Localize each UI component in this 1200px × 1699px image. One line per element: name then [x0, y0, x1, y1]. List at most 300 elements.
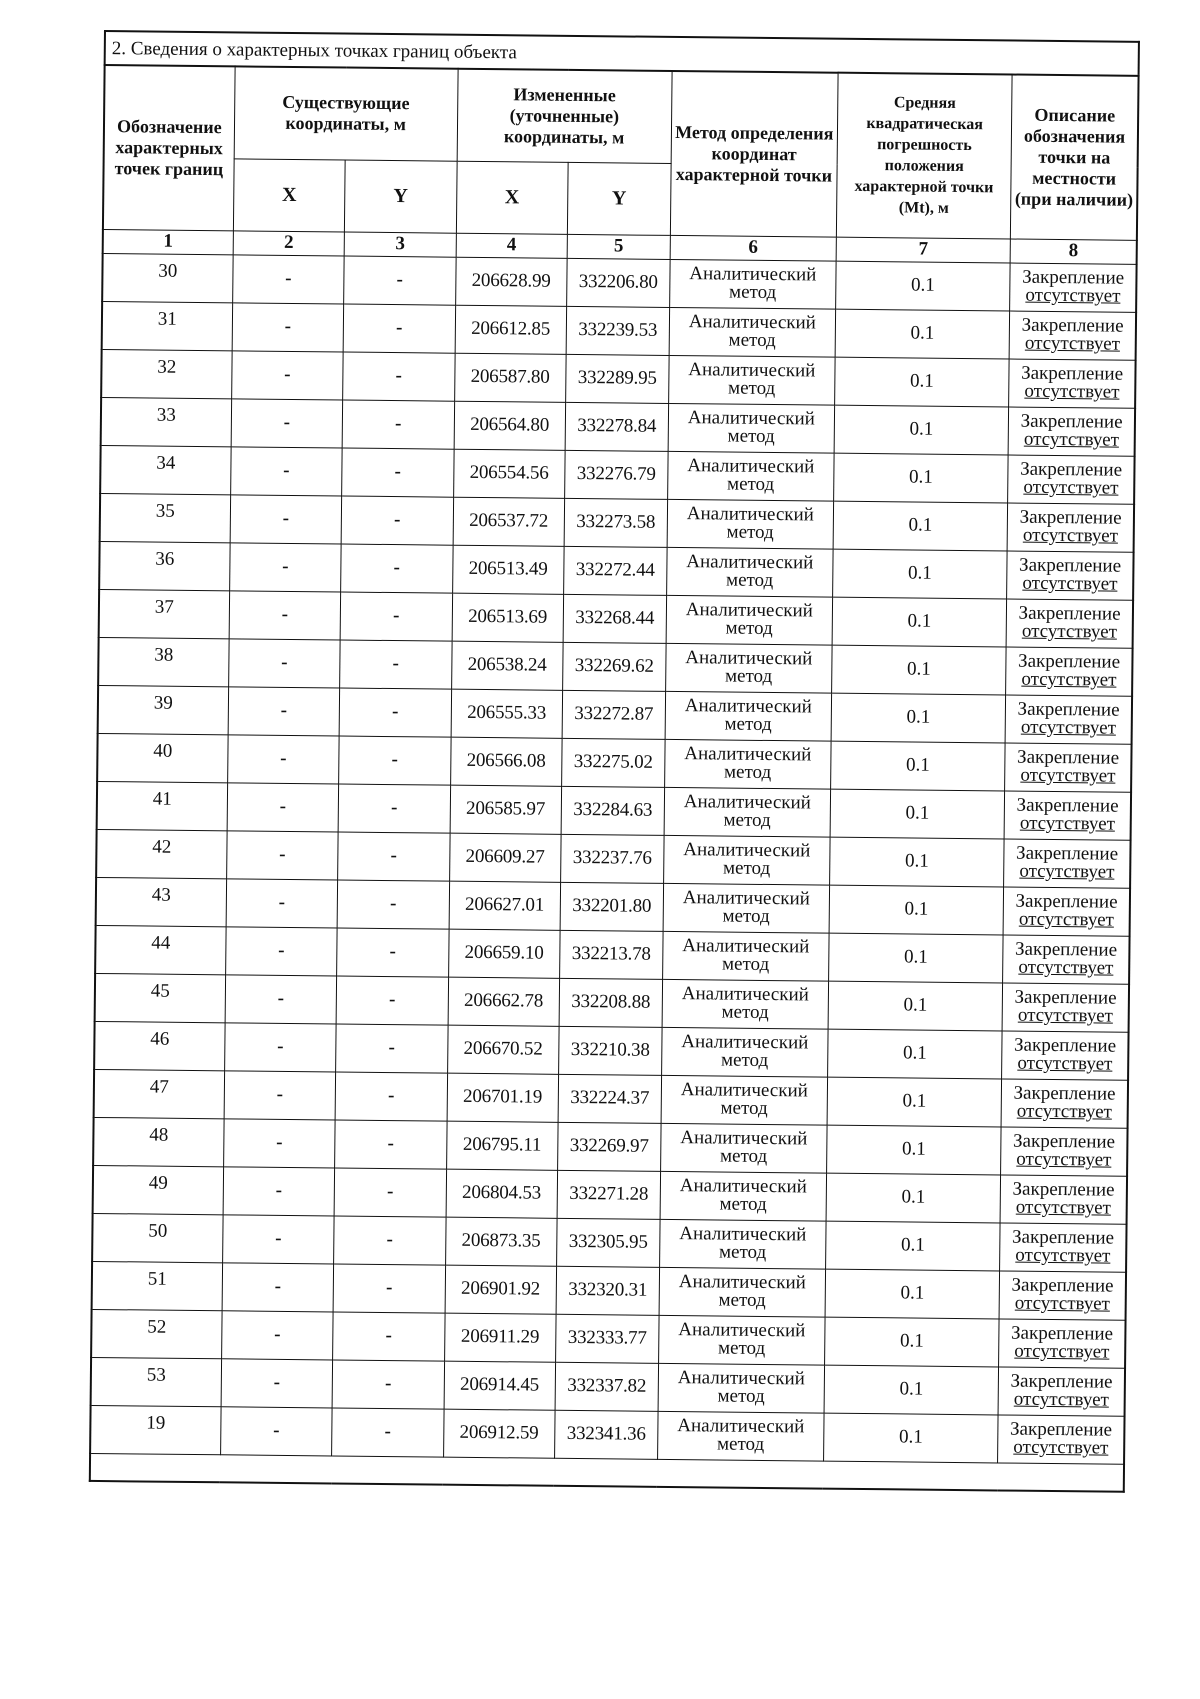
- existing-y: -: [341, 496, 453, 545]
- method-cell: [660, 1123, 827, 1173]
- point-id: 30: [102, 253, 233, 302]
- description-line-1: Закрепление: [1009, 1418, 1113, 1441]
- existing-x: -: [226, 878, 338, 927]
- point-id: 49: [93, 1165, 224, 1214]
- description-cell: [1003, 886, 1130, 935]
- changed-x: 206566.08: [450, 737, 562, 786]
- description-line-2: отсутствует: [1025, 284, 1121, 307]
- description-line-1: Закрепление: [1011, 1226, 1115, 1249]
- mean-error: 0.1: [831, 693, 1006, 743]
- mean-error: 0.1: [825, 1221, 1000, 1271]
- mean-error: 0.1: [827, 1029, 1002, 1079]
- mean-error: 0.1: [826, 1173, 1001, 1223]
- header-changed-y: Y: [567, 162, 671, 235]
- changed-x: 206513.49: [452, 545, 564, 594]
- changed-x: 206587.80: [454, 353, 566, 402]
- description-cell: [1010, 263, 1137, 312]
- existing-x: -: [228, 686, 340, 735]
- description-line-2: отсутствует: [1024, 332, 1121, 355]
- method-line-2: метод: [725, 569, 774, 592]
- description-line-1: Закрепление: [1017, 698, 1120, 721]
- existing-y: -: [338, 831, 450, 880]
- header-existing-y: Y: [345, 160, 457, 233]
- method-line-2: метод: [725, 617, 773, 640]
- point-id: 46: [94, 1021, 225, 1070]
- existing-y: -: [340, 592, 452, 641]
- method-line-2: метод: [722, 857, 771, 880]
- description-line-2: отсутствует: [1015, 1244, 1111, 1267]
- description-line-2: отсутствует: [1023, 428, 1120, 451]
- description-line-2: отсутствует: [1021, 620, 1118, 643]
- description-line-1: Закрепление: [1012, 1130, 1116, 1153]
- existing-x: -: [225, 974, 337, 1023]
- changed-y: 332341.36: [554, 1410, 657, 1459]
- method-cell: [659, 1219, 826, 1269]
- method-line-1: Аналитический: [677, 1415, 805, 1438]
- method-line-1: Аналитический: [688, 359, 816, 382]
- description-line-2: отсутствует: [1024, 380, 1120, 403]
- changed-x: 206628.99: [455, 257, 567, 306]
- description-cell: [1007, 550, 1134, 599]
- method-line-1: Аналитический: [679, 1223, 807, 1246]
- description-line-1: Закрепление: [1016, 746, 1120, 769]
- existing-y: -: [337, 927, 449, 976]
- existing-y: -: [335, 1071, 447, 1120]
- mean-error: 0.1: [830, 789, 1005, 839]
- description-line-1: Закрепление: [1018, 650, 1121, 673]
- existing-y: -: [338, 784, 450, 833]
- description-line-2: отсутствует: [1020, 764, 1116, 787]
- column-number: 2: [233, 230, 345, 255]
- changed-y: 332210.38: [559, 1026, 662, 1075]
- description-line-2: отсутствует: [1020, 716, 1117, 739]
- mean-error: 0.1: [828, 981, 1003, 1031]
- description-line-2: отсутствует: [1022, 524, 1119, 547]
- changed-y: 332239.53: [566, 306, 669, 355]
- method-cell: [666, 643, 833, 693]
- changed-y: 332320.31: [556, 1266, 659, 1315]
- description-cell: [1009, 311, 1136, 360]
- existing-y: -: [341, 544, 453, 593]
- existing-x: -: [220, 1406, 332, 1455]
- description-cell: [999, 1270, 1126, 1319]
- description-line-1: Закрепление: [1012, 1178, 1115, 1201]
- method-cell: [659, 1267, 826, 1317]
- method-line-2: метод: [726, 473, 775, 496]
- existing-y: -: [336, 1023, 448, 1072]
- point-id: 35: [100, 493, 231, 542]
- changed-y: 332337.82: [555, 1362, 658, 1411]
- column-number: 4: [456, 233, 568, 258]
- existing-y: -: [333, 1311, 445, 1360]
- description-line-2: отсутствует: [1018, 908, 1115, 931]
- column-number: 1: [103, 229, 234, 254]
- description-cell: [1001, 1078, 1128, 1127]
- mean-error: 0.1: [831, 741, 1006, 791]
- header-existing-coords: Существующие координаты, м: [234, 66, 458, 160]
- existing-y: -: [343, 352, 455, 401]
- point-id: 51: [92, 1261, 223, 1310]
- method-cell: [666, 595, 833, 645]
- method-line-1: Аналитический: [677, 1367, 805, 1390]
- points-table: [89, 64, 1140, 1493]
- header-mean-error: Средняя квадратическая погрешность положения характерной точки (Mt), м: [836, 73, 1012, 239]
- description-line-1: Закрепление: [1022, 266, 1125, 289]
- mean-error: 0.1: [834, 405, 1009, 455]
- existing-x: -: [227, 782, 339, 831]
- changed-x: 206701.19: [447, 1073, 559, 1122]
- existing-x: -: [231, 350, 343, 399]
- existing-x: -: [222, 1262, 334, 1311]
- existing-x: -: [223, 1166, 335, 1215]
- changed-x: 206513.69: [452, 593, 564, 642]
- existing-x: -: [222, 1214, 334, 1263]
- description-line-1: Закрепление: [1020, 410, 1123, 433]
- method-cell: [664, 739, 831, 789]
- method-cell: [667, 499, 834, 549]
- existing-y: -: [333, 1263, 445, 1312]
- method-line-2: метод: [728, 329, 776, 352]
- changed-y: 332213.78: [560, 930, 663, 979]
- mean-error: 0.1: [836, 261, 1011, 311]
- method-cell: [660, 1171, 827, 1221]
- header-changed-coords: Измененные (уточненные) координаты, м: [457, 69, 672, 163]
- changed-x: 206585.97: [450, 785, 562, 834]
- changed-y: 332284.63: [561, 786, 664, 835]
- description-line-2: отсутствует: [1015, 1196, 1112, 1219]
- existing-y: -: [337, 879, 449, 928]
- method-cell: [668, 403, 835, 453]
- method-line-2: метод: [726, 521, 774, 544]
- method-line-2: метод: [729, 281, 777, 304]
- existing-y: -: [334, 1215, 446, 1264]
- existing-x: -: [227, 734, 339, 783]
- changed-y: 332275.02: [562, 738, 665, 787]
- changed-x: 206795.11: [446, 1121, 558, 1170]
- changed-y: 332208.88: [559, 978, 662, 1027]
- description-cell: [1008, 406, 1135, 455]
- method-cell: [658, 1363, 825, 1413]
- method-cell: [661, 1027, 828, 1077]
- existing-x: -: [221, 1310, 333, 1359]
- description-line-1: Закрепление: [1018, 602, 1121, 625]
- changed-y: 332273.58: [564, 498, 667, 547]
- method-line-1: Аналитический: [678, 1319, 806, 1342]
- existing-y: -: [342, 400, 454, 449]
- header-changed-x: X: [456, 161, 568, 234]
- existing-x: -: [224, 1022, 336, 1071]
- description-line-2: отсутствует: [1014, 1340, 1110, 1363]
- description-cell: [999, 1318, 1126, 1367]
- method-cell: [662, 979, 829, 1029]
- mean-error: 0.1: [835, 357, 1010, 407]
- description-cell: [1002, 982, 1129, 1031]
- method-line-2: метод: [718, 1241, 767, 1264]
- method-line-1: Аналитический: [680, 1079, 808, 1102]
- changed-y: 332206.80: [567, 258, 670, 307]
- description-line-2: отсутствует: [1014, 1292, 1111, 1315]
- existing-y: -: [332, 1407, 444, 1456]
- document-sheet: [89, 30, 1140, 1493]
- point-id: 38: [98, 637, 229, 686]
- method-cell: [669, 355, 836, 405]
- existing-y: -: [342, 448, 454, 497]
- existing-y: -: [334, 1167, 446, 1216]
- method-line-2: метод: [716, 1433, 765, 1455]
- description-cell: [1002, 1030, 1129, 1079]
- point-id: 31: [102, 301, 233, 350]
- existing-y: -: [332, 1359, 444, 1408]
- mean-error: 0.1: [824, 1317, 999, 1367]
- method-cell: [662, 931, 829, 981]
- description-line-2: отсутствует: [1013, 1436, 1109, 1459]
- method-cell: [667, 547, 834, 597]
- changed-x: 206564.80: [454, 401, 566, 450]
- description-cell: [998, 1366, 1125, 1415]
- description-cell: [1004, 838, 1131, 887]
- changed-x: 206901.92: [445, 1265, 557, 1314]
- method-cell: [665, 691, 832, 741]
- description-line-1: Закрепление: [1019, 506, 1122, 529]
- changed-x: 206804.53: [446, 1169, 558, 1218]
- method-line-2: метод: [723, 761, 772, 784]
- existing-x: -: [224, 1070, 336, 1119]
- method-line-1: Аналитический: [682, 887, 810, 910]
- method-line-1: Аналитический: [685, 599, 814, 622]
- method-line-1: Аналитический: [678, 1271, 806, 1294]
- method-line-1: Аналитический: [686, 551, 814, 574]
- existing-y: -: [344, 256, 456, 305]
- description-line-1: Закрепление: [1016, 794, 1119, 817]
- method-line-2: метод: [717, 1385, 765, 1407]
- mean-error: 0.1: [825, 1269, 1000, 1319]
- point-id: 33: [101, 397, 232, 446]
- column-number: 5: [567, 234, 670, 259]
- method-line-2: метод: [722, 905, 770, 928]
- description-cell: [1006, 646, 1133, 695]
- method-line-1: Аналитический: [685, 647, 813, 670]
- existing-y: -: [343, 304, 455, 353]
- existing-x: -: [223, 1118, 335, 1167]
- method-line-1: Аналитический: [683, 839, 811, 862]
- method-line-2: метод: [719, 1193, 767, 1216]
- header-existing-x: X: [233, 158, 345, 231]
- changed-x: 206873.35: [445, 1217, 557, 1266]
- header-method: Метод определения координат характерной точки: [670, 71, 838, 237]
- existing-y: -: [335, 1119, 447, 1168]
- description-line-1: Закрепление: [1020, 458, 1123, 481]
- changed-y: 332201.80: [560, 882, 663, 931]
- method-line-2: метод: [717, 1337, 766, 1359]
- point-id: 43: [96, 877, 227, 926]
- method-line-1: Аналитический: [680, 1127, 808, 1150]
- method-line-2: метод: [721, 953, 770, 976]
- description-cell: [1006, 598, 1133, 647]
- mean-error: 0.1: [827, 1077, 1002, 1127]
- existing-x: -: [225, 926, 337, 975]
- description-line-2: отсутствует: [1018, 956, 1114, 979]
- method-cell: [664, 787, 831, 837]
- description-line-1: Закрепление: [1021, 362, 1124, 385]
- description-cell: [1004, 790, 1131, 839]
- description-line-1: Закрепление: [1015, 842, 1119, 865]
- description-line-2: отсутствует: [1023, 476, 1119, 499]
- point-id: 32: [101, 349, 232, 398]
- description-cell: [1009, 358, 1136, 407]
- description-line-2: отсутствует: [1022, 572, 1118, 595]
- changed-y: 332305.95: [557, 1218, 660, 1267]
- existing-x: -: [232, 302, 344, 351]
- mean-error: 0.1: [826, 1125, 1001, 1175]
- description-line-1: Закрепление: [1014, 938, 1118, 961]
- existing-x: -: [230, 446, 342, 495]
- method-line-2: метод: [720, 1097, 768, 1120]
- description-line-1: Закрепление: [1013, 1082, 1116, 1105]
- method-cell: [670, 259, 837, 309]
- changed-y: 332289.95: [566, 354, 669, 403]
- changed-x: 206612.85: [455, 305, 567, 354]
- description-cell: [1008, 454, 1135, 503]
- existing-y: -: [336, 975, 448, 1024]
- changed-x: 206914.45: [444, 1361, 556, 1410]
- description-line-1: Закрепление: [1019, 554, 1122, 577]
- existing-x: -: [231, 398, 343, 447]
- mean-error: 0.1: [828, 933, 1003, 983]
- description-cell: [1003, 934, 1130, 983]
- description-line-2: отсутствует: [1016, 1148, 1112, 1171]
- point-id: 42: [96, 829, 227, 878]
- description-line-1: Закрепление: [1014, 986, 1117, 1009]
- column-number: 7: [836, 237, 1011, 263]
- changed-y: 332272.44: [564, 546, 667, 595]
- method-cell: [663, 835, 830, 885]
- mean-error: 0.1: [832, 645, 1007, 695]
- mean-error: 0.1: [832, 597, 1007, 647]
- existing-x: -: [229, 542, 341, 591]
- method-line-1: Аналитический: [686, 503, 815, 526]
- point-id: 47: [94, 1069, 225, 1118]
- column-number: 6: [670, 235, 836, 261]
- method-line-1: Аналитический: [687, 407, 816, 430]
- description-line-1: Закрепление: [1011, 1274, 1114, 1297]
- point-id: 48: [93, 1117, 224, 1166]
- changed-x: 206555.33: [451, 689, 563, 738]
- point-id: 19: [90, 1405, 221, 1454]
- existing-y: -: [339, 736, 451, 785]
- description-line-2: отсутствует: [1016, 1100, 1113, 1123]
- description-line-2: отсутствует: [1017, 1052, 1113, 1075]
- method-cell: [658, 1315, 825, 1365]
- changed-y: 332271.28: [557, 1170, 660, 1219]
- table-caption: 2. Сведения о характерных точках границ объекта: [104, 30, 1140, 75]
- changed-y: 332269.97: [558, 1122, 661, 1171]
- description-cell: [1001, 1126, 1128, 1175]
- point-id: 36: [99, 541, 230, 590]
- existing-x: -: [228, 638, 340, 687]
- description-line-1: Закрепление: [1013, 1034, 1117, 1057]
- point-id: 37: [99, 589, 230, 638]
- changed-y: 332268.44: [563, 594, 666, 643]
- method-line-2: метод: [724, 665, 773, 688]
- method-line-2: метод: [719, 1145, 768, 1168]
- changed-y: 332272.87: [562, 690, 665, 739]
- method-line-1: Аналитический: [679, 1175, 807, 1198]
- method-line-1: Аналитический: [683, 791, 811, 814]
- method-cell: [668, 451, 835, 501]
- existing-x: -: [229, 590, 341, 639]
- method-line-2: метод: [721, 1001, 769, 1024]
- point-id: 53: [91, 1357, 222, 1406]
- method-line-2: метод: [718, 1289, 766, 1311]
- column-number: 3: [344, 232, 456, 257]
- point-id: 50: [92, 1213, 223, 1262]
- method-line-2: метод: [728, 377, 776, 400]
- changed-x: 206627.01: [449, 881, 561, 930]
- method-line-1: Аналитический: [684, 743, 812, 766]
- description-line-1: Закрепление: [1021, 314, 1124, 337]
- changed-x: 206662.78: [448, 977, 560, 1026]
- changed-x: 206609.27: [449, 833, 561, 882]
- description-line-2: отсутствует: [1019, 812, 1116, 835]
- point-id: 39: [98, 685, 229, 734]
- point-id: 52: [91, 1309, 222, 1358]
- changed-x: 206554.56: [453, 449, 565, 498]
- changed-y: 332276.79: [565, 450, 668, 499]
- mean-error: 0.1: [834, 453, 1009, 503]
- existing-x: -: [226, 830, 338, 879]
- description-line-2: отсутствует: [1019, 860, 1115, 883]
- point-id: 45: [95, 973, 226, 1022]
- changed-x: 206537.72: [453, 497, 565, 546]
- changed-y: 332237.76: [561, 834, 664, 883]
- method-line-2: метод: [727, 425, 775, 448]
- changed-x: 206659.10: [448, 929, 560, 978]
- existing-x: -: [230, 494, 342, 543]
- description-cell: [998, 1414, 1125, 1463]
- method-cell: [663, 883, 830, 933]
- method-line-2: метод: [724, 713, 772, 736]
- mean-error: 0.1: [829, 837, 1004, 887]
- method-line-1: Аналитический: [682, 935, 810, 958]
- changed-x: 206911.29: [444, 1313, 556, 1362]
- point-id: 34: [100, 445, 231, 494]
- point-id: 41: [97, 781, 228, 830]
- point-id: 44: [95, 925, 226, 974]
- method-line-1: Аналитический: [688, 311, 817, 334]
- method-line-1: Аналитический: [687, 455, 815, 478]
- existing-x: -: [221, 1358, 333, 1407]
- mean-error: 0.1: [824, 1365, 999, 1415]
- changed-y: 332333.77: [556, 1314, 659, 1363]
- header-point-designation: Обозначение характерных точек границ: [103, 65, 235, 230]
- mean-error: 0.1: [835, 309, 1010, 359]
- mean-error: 0.1: [829, 885, 1004, 935]
- changed-x: 206912.59: [443, 1409, 555, 1458]
- description-line-1: Закрепление: [1015, 890, 1118, 913]
- description-line-2: отсутствует: [1013, 1388, 1110, 1411]
- description-cell: [1005, 742, 1132, 791]
- description-cell: [1005, 694, 1132, 743]
- description-cell: [1000, 1174, 1127, 1223]
- changed-y: 332224.37: [558, 1074, 661, 1123]
- header-description: Описание обозначения точки на местности (при наличии): [1011, 75, 1139, 240]
- changed-x: 206538.24: [451, 641, 563, 690]
- method-line-1: Аналитический: [684, 695, 812, 718]
- changed-y: 332269.62: [563, 642, 666, 691]
- description-line-1: Закрепление: [1010, 1322, 1114, 1345]
- existing-y: -: [340, 640, 452, 689]
- point-id: 40: [97, 733, 228, 782]
